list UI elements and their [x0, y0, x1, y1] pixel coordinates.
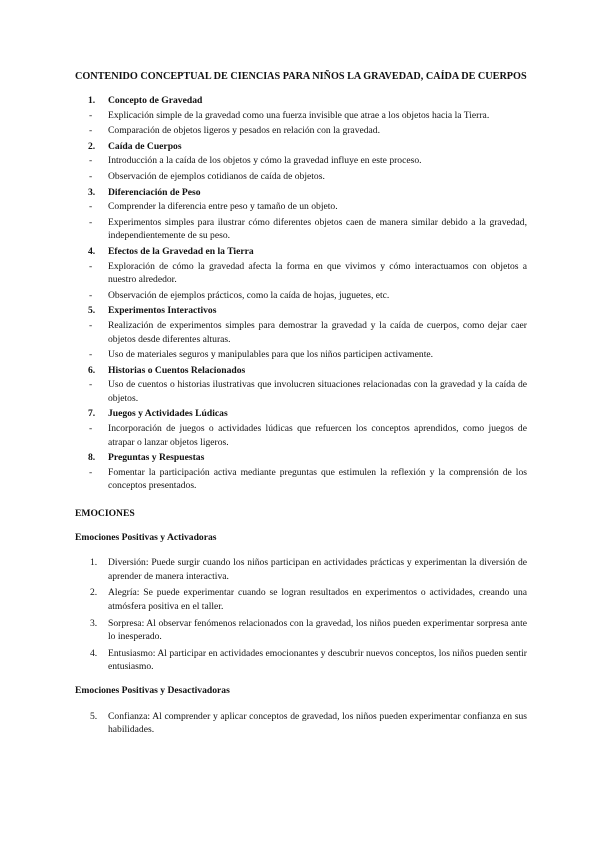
section-number: 7. — [88, 408, 96, 420]
bullet-dash: - — [89, 216, 93, 228]
emotion-text: Alegría: Se puede experimentar cuando se logran resultados en experimentos o actividades, creando una atmósfera positiva en el taller. — [108, 587, 527, 612]
emotion-number: 1. — [90, 557, 98, 569]
emotion-item — [75, 710, 527, 737]
emotion-number: 5. — [90, 710, 98, 722]
positive-activating-list — [75, 556, 527, 674]
section-number: 2. — [88, 140, 96, 152]
bullet-dash: - — [89, 319, 93, 331]
bullet-text: Uso de materiales seguros y manipulables para que los niños participen activamente. — [108, 349, 434, 361]
bullet-item — [75, 319, 527, 346]
document-body — [75, 70, 527, 740]
bullet-item — [75, 200, 527, 214]
emotion-number: 3. — [90, 617, 98, 629]
emotion-text: Confianza: Al comprender y aplicar conceptos de gravedad, los niños pueden experimentar confianza en sus habilidades. — [108, 710, 527, 736]
bullet-item — [75, 348, 527, 362]
bullet-dash: - — [89, 201, 93, 213]
section-title: Efectos de la Gravedad en la Tierra — [108, 245, 254, 257]
emotion-item — [75, 617, 527, 644]
section-heading — [75, 364, 527, 378]
emotion-text: Entusiasmo: Al participar en actividades emocionantes y descubrir nuevos conceptos, los niños pueden sentir entusiasmo. — [108, 647, 527, 673]
emotion-item — [75, 647, 527, 674]
section-number: 5. — [88, 305, 96, 317]
positive-deactivating-list — [75, 710, 527, 737]
section-heading — [75, 140, 527, 154]
bullet-text: Introducción a la caída de los objetos y cómo la gravedad influye en este proceso. — [108, 155, 422, 167]
section-title: Caída de Cuerpos — [108, 140, 182, 152]
bullet-text: Uso de cuentos o historias ilustrativas que involucren situaciones relacionadas con la gravedad y la caída de objetos. — [108, 379, 527, 404]
bullet-item — [75, 170, 527, 184]
bullet-text: Observación de ejemplos prácticos, como la caída de hojas, juguetes, etc. — [108, 289, 390, 301]
section-heading — [75, 94, 527, 108]
sections-list — [75, 94, 527, 493]
positive-activating-heading: Emociones Positivas y Activadoras — [75, 531, 217, 543]
section-number: 8. — [88, 452, 96, 464]
section-title: Diferenciación de Peso — [108, 186, 201, 198]
section-heading — [75, 451, 527, 465]
bullet-dash: - — [89, 466, 93, 478]
bullet-dash: - — [89, 109, 93, 121]
bullet-dash: - — [89, 260, 93, 272]
bullet-item — [75, 289, 527, 303]
bullet-dash: - — [89, 125, 93, 137]
positive-deactivating-heading: Emociones Positivas y Desactivadoras — [75, 684, 230, 696]
bullet-dash: - — [89, 423, 93, 435]
bullet-text: Realización de experimentos simples para demostrar la gravedad y la caída de cuerpos, como dejar caer objetos desde diferentes alturas. — [108, 319, 527, 345]
bullet-text: Experimentos simples para ilustrar cómo diferentes objetos caen de manera similar debido a la gravedad, independientemente de su peso. — [108, 216, 527, 242]
bullet-dash: - — [89, 349, 93, 361]
section-title: Preguntas y Respuestas — [108, 452, 205, 464]
bullet-item — [75, 378, 527, 405]
bullet-item — [75, 422, 527, 449]
document-title: CONTENIDO CONCEPTUAL DE CIENCIAS PARA NIÑOS LA GRAVEDAD, CAÍDA DE CUERPOS — [75, 71, 527, 82]
bullet-item — [75, 109, 527, 123]
emotion-item — [75, 556, 527, 583]
bullet-item — [75, 260, 527, 287]
section-number: 3. — [88, 186, 96, 198]
bullet-text: Exploración de cómo la gravedad afecta la forma en que vivimos y cómo interactuamos con objetos a nuestro alrededor. — [108, 260, 527, 286]
section-number: 4. — [88, 245, 96, 257]
emotion-text: Sorpresa: Al observar fenómenos relacionados con la gravedad, los niños pueden experimentar sorpresa ante lo inesperado. — [108, 617, 527, 643]
bullet-item — [75, 466, 527, 493]
bullet-item — [75, 154, 527, 168]
section-title: Juegos y Actividades Lúdicas — [108, 408, 228, 420]
section-title: Historias o Cuentos Relacionados — [108, 364, 246, 376]
section-heading — [75, 304, 527, 318]
section-heading — [75, 186, 527, 200]
emotion-text: Diversión: Puede surgir cuando los niños participan en actividades prácticas y experimentan la diversión de aprender de manera interactiva. — [108, 557, 527, 582]
emotions-heading: EMOCIONES — [75, 508, 135, 520]
section-heading — [75, 245, 527, 259]
bullet-text: Comparación de objetos ligeros y pesados en relación con la gravedad. — [108, 125, 380, 137]
bullet-text: Fomentar la participación activa mediante preguntas que estimulen la reflexión y la comprensión de los conceptos presentados. — [108, 466, 527, 492]
section-number: 1. — [88, 95, 96, 106]
bullet-dash: - — [89, 155, 93, 167]
section-title: Experimentos Interactivos — [108, 305, 217, 317]
bullet-dash: - — [89, 289, 93, 301]
emotion-number: 2. — [90, 587, 98, 599]
section-heading — [75, 407, 527, 421]
bullet-text: Incorporación de juegos o actividades lúdicas que refuercen los conceptos aprendidos, como juegos de atrapar o lanzar objetos ligeros. — [108, 423, 527, 448]
section-title: Concepto de Gravedad — [108, 95, 203, 106]
bullet-text: Explicación simple de la gravedad como una fuerza invisible que atrae a los objetos hacia la Tierra. — [108, 109, 490, 121]
bullet-text: Comprender la diferencia entre peso y tamaño de un objeto. — [108, 201, 338, 213]
bullet-dash: - — [89, 379, 93, 391]
section-number: 6. — [88, 364, 96, 376]
bullet-item — [75, 216, 527, 243]
bullet-text: Observación de ejemplos cotidianos de caída de objetos. — [108, 170, 325, 182]
bullet-item — [75, 124, 527, 138]
emotion-number: 4. — [90, 647, 98, 659]
emotion-item — [75, 586, 527, 613]
bullet-dash: - — [89, 170, 93, 182]
